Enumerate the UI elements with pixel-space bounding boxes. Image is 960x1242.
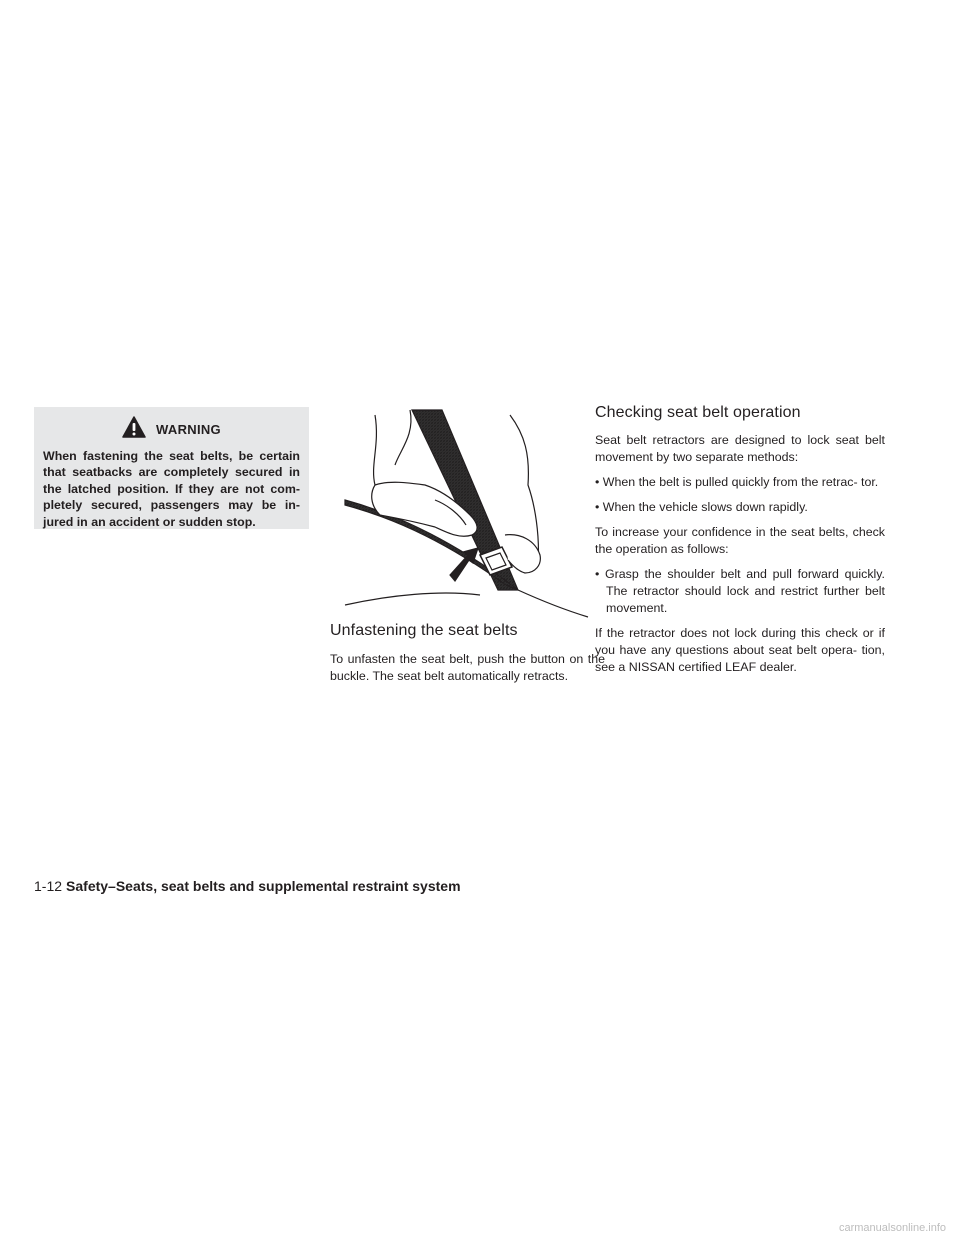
warning-text: When fastening the seat belts, be certain that seatbacks are completely secured in the latched position. If they are not com- pletely secured, passengers may be in- jured in an accident or sudden stop. (43, 449, 300, 529)
list-item: • When the vehicle slows down rapidly. (595, 500, 808, 514)
warning-triangle-icon (122, 416, 146, 443)
page-footer (34, 878, 461, 894)
checking-heading: Checking seat belt operation (595, 404, 801, 421)
watermark: carmanualsonline.info (838, 1222, 946, 1234)
checking-section (595, 404, 885, 684)
list-item: • When the belt is pulled quickly from the retrac- tor. (595, 475, 879, 489)
seat-belt-buckle-illustration (330, 405, 592, 620)
list-item: • Grasp the shoulder belt and pull forward quickly. The retractor should lock and restrict further belt movement. (595, 567, 885, 615)
warning-title: WARNING (156, 421, 221, 437)
checking-intro: Seat belt retractors are designed to lock seat belt movement by two separate methods: (595, 433, 885, 464)
page-number: 1-12 (34, 878, 63, 894)
warning-box (34, 407, 309, 529)
section-title: Safety–Seats, seat belts and supplemental restraint system (66, 878, 461, 894)
unfastening-section (330, 622, 605, 693)
unfastening-paragraph: To unfasten the seat belt, push the button on the buckle. The seat belt automatically retracts. (330, 652, 605, 683)
checking-middle: To increase your confidence in the seat belts, check the operation as follows: (595, 525, 885, 556)
warning-header (43, 415, 300, 443)
checking-closing: If the retractor does not lock during this check or if you have any questions about seat belt opera- tion, see a NISSAN certified LEAF dealer. (595, 626, 885, 674)
unfastening-heading: Unfastening the seat belts (330, 622, 518, 639)
